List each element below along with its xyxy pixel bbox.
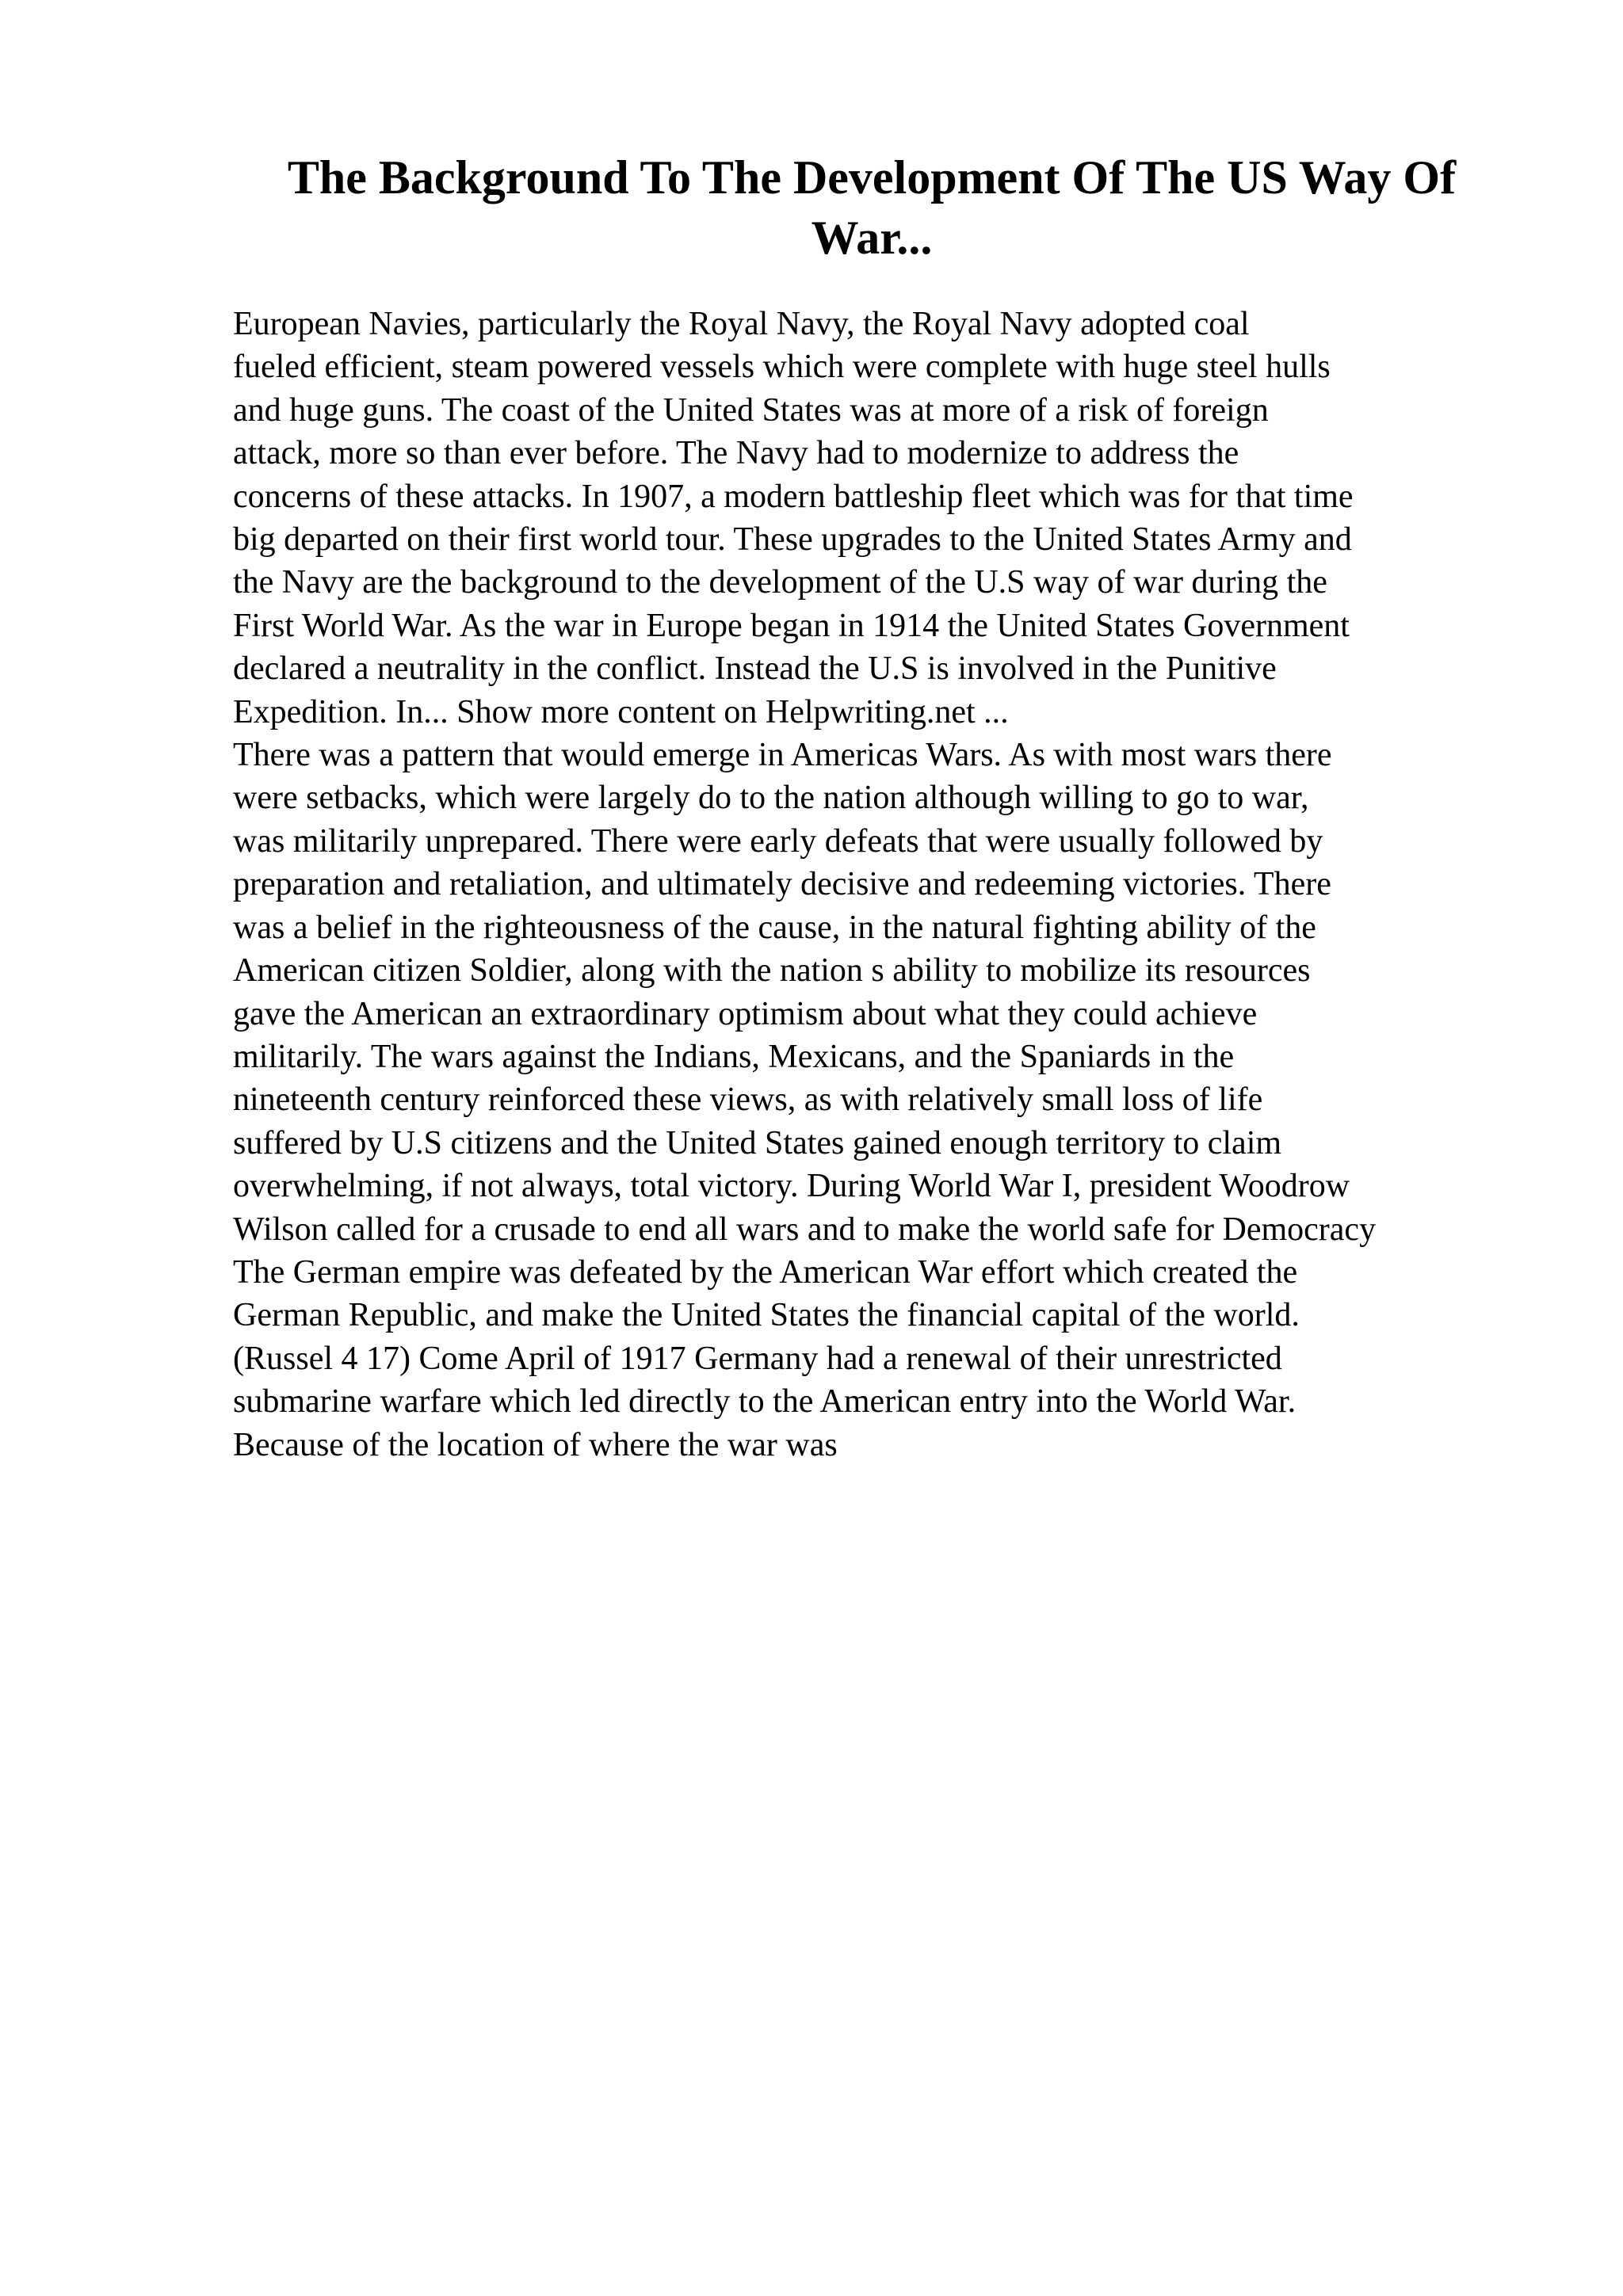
body-line: concerns of these attacks. In 1907, a modern battleship fleet which was for that time: [233, 478, 1354, 515]
body-line: Expedition. In... Show more content on Helpwriting.net ...: [233, 693, 1009, 730]
body-line: American citizen Soldier, along with the nation s ability to mobilize its resources: [233, 952, 1311, 990]
document-body: [233, 303, 1549, 1466]
title-line: The Background To The Development Of The US Way Of: [287, 151, 1457, 204]
body-line: submarine warfare which led directly to the American entry into the World War.: [233, 1383, 1296, 1421]
body-line: preparation and retaliation, and ultimately decisive and redeeming victories. There: [233, 866, 1331, 903]
body-line: gave the American an extraordinary optimism about what they could achieve: [233, 995, 1258, 1032]
body-line: militarily. The wars against the Indians, Mexicans, and the Spaniards in the: [233, 1038, 1235, 1075]
body-line: First World War. As the war in Europe began in 1914 the United States Government: [233, 607, 1350, 644]
body-line: German Republic, and make the United States the financial capital of the world.: [233, 1297, 1300, 1334]
body-line: suffered by U.S citizens and the United States gained enough territory to claim: [233, 1124, 1282, 1161]
body-line: and huge guns. The coast of the United States was at more of a risk of foreign: [233, 391, 1269, 429]
body-line: nineteenth century reinforced these views, as with relatively small loss of life: [233, 1081, 1263, 1119]
body-line: was a belief in the righteousness of the cause, in the natural fighting ability of the: [233, 909, 1316, 946]
body-line: Because of the location of where the war was: [233, 1426, 838, 1463]
body-line: overwhelming, if not always, total victory. During World War I, president Woodrow: [233, 1168, 1350, 1205]
body-line: European Navies, particularly the Royal Navy, the Royal Navy adopted coal: [233, 306, 1250, 342]
body-line: The German empire was defeated by the American War effort which created the: [233, 1253, 1298, 1291]
body-line: was militarily unprepared. There were early defeats that were usually followed by: [233, 822, 1323, 860]
body-line: attack, more so than ever before. The Navy had to modernize to address the: [233, 435, 1239, 472]
body-line: declared a neutrality in the conflict. Instead the U.S is involved in the Punitive: [233, 650, 1277, 688]
body-line: fueled efficient, steam powered vessels which were complete with huge steel hulls: [233, 349, 1331, 386]
body-line: big departed on their first world tour. These upgrades to the United States Army and: [233, 521, 1352, 559]
body-line: were setbacks, which were largely do to the nation although willing to go to war,: [233, 780, 1309, 817]
body-line: Wilson called for a crusade to end all wars and to make the world safe for Democracy: [233, 1211, 1377, 1248]
title-line: War...: [811, 212, 933, 264]
body-line: There was a pattern that would emerge in Americas Wars. As with most wars there: [233, 737, 1332, 774]
body-line: the Navy are the background to the development of the U.S way of war during the: [233, 564, 1327, 601]
document-title: [222, 147, 1522, 268]
body-line: (Russel 4 17) Come April of 1917 Germany had a renewal of their unrestricted: [233, 1340, 1282, 1377]
